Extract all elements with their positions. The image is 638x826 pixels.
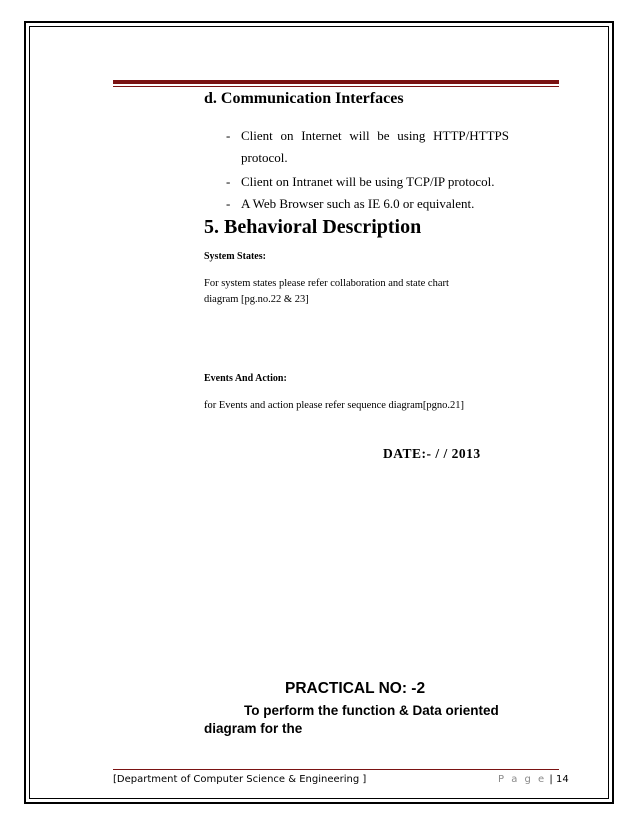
bullet-text-continued: protocol. (241, 150, 288, 165)
footer-rule (113, 769, 559, 770)
footer-page (498, 774, 569, 785)
events-label: Events And Action: (204, 373, 287, 384)
bullet-text: A Web Browser such as IE 6.0 or equivalent. (241, 196, 475, 211)
footer-page-number: 14 (555, 774, 569, 785)
bullet-dash: - (226, 196, 231, 211)
system-states-label: System States: (204, 251, 266, 262)
header-rule (113, 80, 559, 84)
practical-task-line: To perform the function & Data oriented (244, 703, 499, 718)
section-5-heading: 5. Behavioral Description (204, 216, 422, 238)
header-rule-thin (113, 86, 559, 87)
bullet-dash: - (226, 128, 231, 143)
bullet-text: Client on Intranet will be using TCP/IP protocol. (241, 174, 495, 189)
footer-department: [Department of Computer Science & Engineering ] (113, 774, 367, 785)
footer-page-label: P a g e (498, 774, 547, 785)
bullet-text: Client on Internet will be using HTTP/HTTPS (241, 128, 509, 143)
section-d-heading: d. Communication Interfaces (204, 90, 404, 107)
events-text: for Events and action please refer sequence diagram[pgno.21] (204, 400, 465, 411)
practical-task-line-continued: diagram for the (204, 721, 303, 736)
date-line: DATE:- / / 2013 (383, 446, 481, 461)
practical-title: PRACTICAL NO: -2 (285, 680, 426, 697)
footer-separator: | (549, 774, 553, 785)
system-states-text-continued: diagram [pg.no.22 & 23] (204, 294, 309, 305)
system-states-text: For system states please refer collaboration and state chart (204, 278, 449, 289)
bullet-dash: - (226, 174, 231, 189)
